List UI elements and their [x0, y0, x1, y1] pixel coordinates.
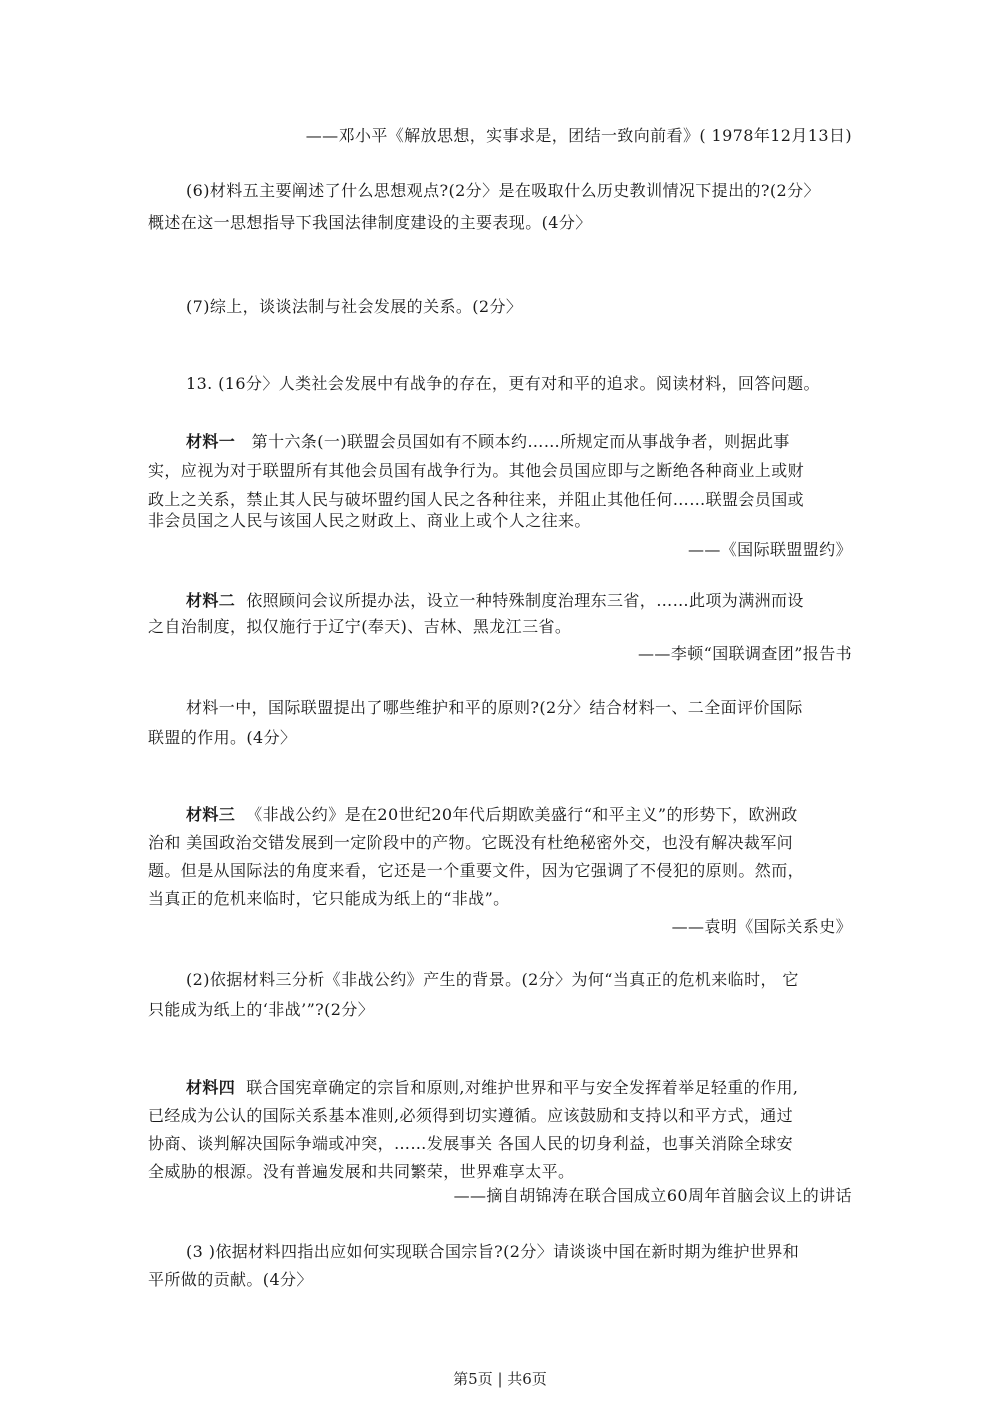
material-1-line-3: 政上之关系，禁止其人民与破坏盟约国人民之各种往来，并阻止其他任何……联盟会员国或: [148, 490, 805, 509]
material-1-text-1: 第十六条(一)联盟会员国如有不顾本约……所规定而从事战争者，则据此事: [251, 432, 790, 451]
question-3-line-2: 平所做的贡献。(4分〉: [148, 1270, 313, 1289]
question-1-line-1: 材料一中，国际联盟提出了哪些维护和平的原则?(2分〉结合材料一、二全面评价国际: [186, 698, 803, 717]
material-2-line-2: 之自治制度，拟仅施行于辽宁(奉天)、吉林、黑龙江三省。: [148, 617, 572, 636]
material-3-line-3: 题。但是从国际法的角度来看，它还是一个重要文件，因为它强调了不侵犯的原则。然而，: [148, 861, 805, 880]
source-line-top: ——邓小平《解放思想，实事求是，团结一致向前看》( 1978年12月13日): [305, 126, 852, 145]
question-7: (7)综上，谈谈法制与社会发展的关系。(2分〉: [186, 297, 523, 316]
material-2-line-1: [186, 593, 804, 609]
material-1-line-4: 非会员国之人民与该国人民之财政上、商业上或个人之往来。: [148, 511, 591, 530]
material-1-line-2: 实，应视为对于联盟所有其他会员国有战争行为。其他会员国应即与之断绝各种商业上或财: [148, 461, 805, 480]
material-1-source: ——《国际联盟盟约》: [687, 540, 852, 559]
material-4-label: 材料四: [186, 1078, 236, 1097]
question-1-line-2: 联盟的作用。(4分〉: [148, 728, 297, 747]
material-3-source: ——袁明《国际关系史》: [671, 917, 852, 936]
question-6-line-1: (6)材料五主要阐述了什么思想观点?(2分〉是在吸取什么历史教训情况下提出的?(2分〉: [186, 181, 820, 200]
question-2-line-1: (2)依据材料三分析《非战公约》产生的背景。(2分〉为何“当真正的危机来临时， 它: [186, 970, 799, 989]
question-6-line-2: 概述在这一思想指导下我国法律制度建设的主要表现。(4分〉: [148, 213, 592, 232]
material-3-line-2: 治和 美国政治交错发展到一定阶段中的产物。它既没有杜绝秘密外交，也没有解决裁军问: [148, 833, 794, 852]
material-1-line-1: [186, 434, 790, 450]
question-2-line-2: 只能成为纸上的‘非战’”?(2分〉: [148, 1000, 375, 1019]
question-13-intro: 13. (16分〉人类社会发展中有战争的存在，更有对和平的追求。阅读材料，回答问题。: [186, 374, 820, 393]
material-3-label: 材料三: [186, 805, 236, 824]
material-2-source: ——李顿“国联调查团”报告书: [638, 644, 852, 663]
material-3-line-4: 当真正的危机来临时，它只能成为纸上的“非战”。: [148, 889, 510, 908]
material-3-line-1: [186, 807, 798, 823]
page-footer: 第5页 | 共6页: [453, 1370, 547, 1388]
material-4-line-3: 协商、谈判解决国际争端或冲突，……发展事关 各国人民的切身利益，也事关消除全球安: [148, 1134, 794, 1153]
material-2-label: 材料二: [186, 591, 236, 610]
material-4-source: ——摘自胡锦涛在联合国成立60周年首脑会议上的讲话: [453, 1186, 852, 1205]
material-4-text-1: 联合国宪章确定的宗旨和原则,对维护世界和平与安全发挥着举足轻重的作用,: [246, 1078, 799, 1097]
material-4-line-2: 已经成为公认的国际关系基本准则,必须得到切实遵循。应该鼓励和支持以和平方式，通过: [148, 1106, 794, 1125]
question-3-line-1: (3 )依据材料四指出应如何实现联合国宗旨?(2分〉请谈谈中国在新时期为维护世界和: [186, 1242, 800, 1261]
material-4-line-4: 全威胁的根源。没有普遍发展和共同繁荣，世界难享太平。: [148, 1162, 575, 1181]
material-4-line-1: [186, 1080, 798, 1096]
material-1-label: 材料一: [186, 432, 236, 451]
material-2-text-1: 依照顾问会议所提办法，设立一种特殊制度治理东三省，……此项为满洲而设: [246, 591, 804, 610]
material-3-text-1: 《非战公约》是在20世纪20年代后期欧美盛行“和平主义”的形势下，欧洲政: [246, 805, 798, 824]
